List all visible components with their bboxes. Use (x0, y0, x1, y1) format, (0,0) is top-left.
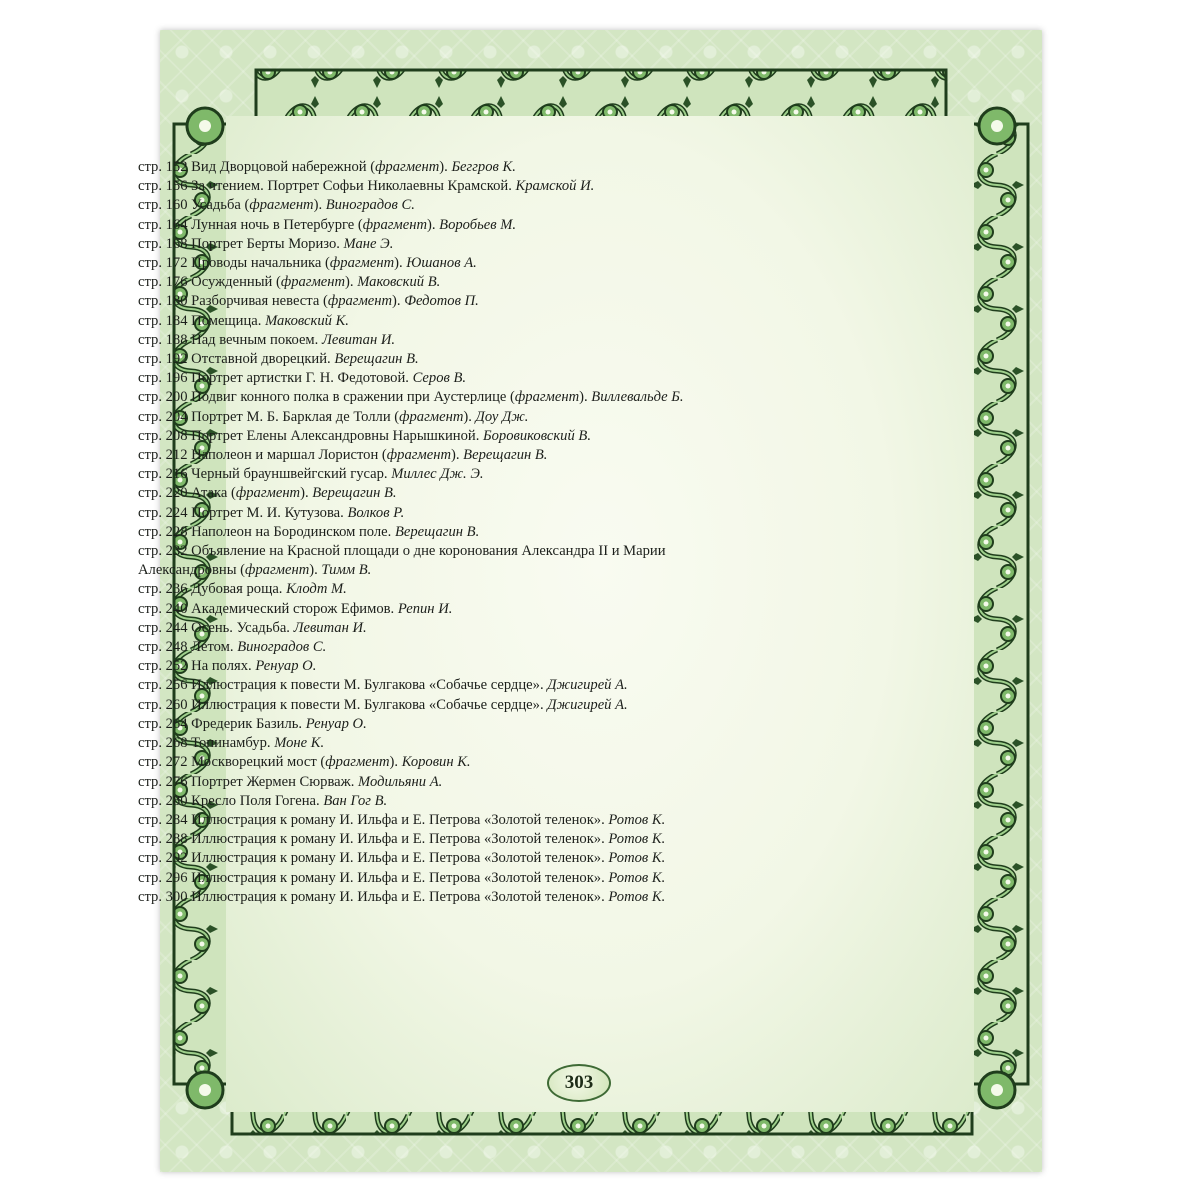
list-item (138, 580, 838, 599)
entry-title: стр. 240 Академический сторож Ефимов. (138, 600, 398, 617)
list-item (138, 273, 838, 292)
entry-author: Мане Э. (343, 235, 394, 252)
entry-punctuation: ). (313, 197, 326, 214)
entry-author: Воробьев М. (439, 216, 517, 233)
entry-author: Боровиковский В. (483, 427, 591, 444)
entry-author: Моне К. (274, 735, 325, 752)
entry-fragment-note: фрагмент (327, 293, 393, 310)
entry-author: Ван Гог В. (323, 792, 388, 809)
entry-title: стр. 248 Летом. (138, 639, 238, 656)
list-item (138, 177, 838, 196)
entry-fragment-note: фрагмент (249, 197, 314, 214)
entry-author: Тимм В. (321, 562, 372, 579)
entry-title: стр. 264 Фредерик Базиль. (138, 715, 306, 732)
list-item (138, 350, 838, 369)
list-item (138, 830, 838, 849)
entry-author: Юшанов А. (406, 255, 477, 272)
entry-author: Миллес Дж. Э. (391, 466, 484, 483)
entry-title: стр. 288 Иллюстрация к роману И. Ильфа и Е. Петрова «Золотой теленок». (138, 831, 609, 848)
entry-author: Коровин К. (401, 754, 471, 771)
entry-author: Крамской И. (515, 178, 595, 195)
entry-punctuation: ). (439, 159, 452, 175)
entry-title: стр. 284 Иллюстрация к роману И. Ильфа и Е. Петрова «Золотой теленок». (138, 811, 609, 828)
entry-fragment-note: фрагмент (399, 408, 464, 425)
entry-author: Левитан И. (321, 331, 396, 348)
entry-punctuation: ). (389, 754, 402, 771)
entry-title: стр. 156 За чтением. Портрет Софьи Николаевны Крамской. (138, 178, 516, 195)
list-item (138, 504, 838, 523)
list-item (138, 369, 838, 388)
entry-title: стр. 196 Портрет артистки Г. Н. Федотовой. (138, 370, 413, 387)
entry-fragment-note: фрагмент (386, 447, 451, 464)
entry-title: стр. 212 Наполеон и маршал Лористон ( (138, 447, 387, 464)
list-item (138, 811, 838, 830)
entry-punctuation: ). (309, 562, 322, 579)
entry-fragment-note: фрагмент (375, 159, 440, 175)
entry-author: Виноградов С. (325, 197, 415, 214)
list-item (138, 408, 838, 427)
entry-punctuation: ). (300, 485, 313, 502)
entry-fragment-note: фрагмент (280, 274, 346, 291)
entry-title: стр. 188 Над вечным покоем. (138, 331, 322, 348)
entry-author: Клодт М. (286, 581, 347, 598)
entry-title: стр. 228 Наполеон на Бородинском поле. (138, 523, 395, 540)
entry-title: стр. 192 Отставной дворецкий. (138, 351, 335, 368)
list-item (138, 158, 838, 177)
entry-title: стр. 200 Подвиг конного полка в сражении при Аустерлице ( (138, 389, 515, 406)
entry-title: стр. 260 Иллюстрация к повести М. Булгакова «Собачье сердце». (138, 696, 548, 713)
list-item (138, 849, 838, 868)
entry-author: Виллевальде Б. (591, 389, 684, 406)
list-item (138, 792, 838, 811)
entry-title: стр. 204 Портрет М. Б. Барклая де Толли ( (138, 408, 400, 425)
entry-punctuation: ). (392, 293, 405, 310)
list-item (138, 196, 838, 215)
entry-title: стр. 232 Объявление на Красной площади о дне коронования Александра II и Марии Александровны ( (138, 543, 666, 579)
entry-title: стр. 208 Портрет Елены Александровны Нарышкиной. (138, 427, 484, 444)
entry-author: Ротов К. (608, 869, 666, 886)
list-item (138, 523, 838, 542)
entry-author: Модильяни А. (358, 773, 443, 790)
list-item (138, 773, 838, 792)
entry-author: Маковский В. (357, 274, 441, 291)
entry-punctuation: ). (345, 274, 358, 291)
entry-title: стр. 172 Проводы начальника ( (138, 255, 330, 272)
entry-author: Репин И. (397, 600, 453, 617)
list-item (138, 254, 838, 273)
entry-author: Ренуар О. (255, 658, 317, 675)
list-item (138, 427, 838, 446)
list-item (138, 676, 838, 695)
list-item (138, 235, 838, 254)
list-item (138, 619, 838, 638)
entry-fragment-note: фрагмент (362, 216, 427, 233)
entry-punctuation: ). (427, 216, 440, 233)
entry-title: стр. 292 Иллюстрация к роману И. Ильфа и Е. Петрова «Золотой теленок». (138, 850, 609, 867)
entry-author: Ренуар О. (305, 715, 367, 732)
entry-punctuation: ). (451, 447, 464, 464)
entry-author: Серов В. (412, 370, 467, 387)
entry-author: Беггров К. (451, 159, 516, 175)
entry-author: Ротов К. (608, 850, 666, 867)
entry-title: стр. 152 Вид Дворцовой набережной ( (138, 159, 376, 175)
list-item (138, 542, 718, 580)
entry-fragment-note: фрагмент (245, 562, 310, 579)
entry-title: стр. 224 Портрет М. И. Кутузова. (138, 504, 348, 521)
entry-title: стр. 268 Топинамбур. (138, 735, 275, 752)
entry-author: Волков Р. (347, 504, 405, 521)
list-item (138, 465, 838, 484)
entry-author: Виноградов С. (237, 639, 327, 656)
entry-punctuation: ). (394, 255, 407, 272)
list-item (138, 734, 838, 753)
entry-author: Верещагин В. (463, 447, 548, 464)
entry-punctuation: ). (463, 408, 476, 425)
entry-title: стр. 160 Усадьба ( (138, 197, 250, 214)
page-number-badge: 303 (547, 1064, 611, 1102)
entry-author: Верещагин В. (334, 351, 419, 368)
entry-author: Верещагин В. (312, 485, 397, 502)
entry-fragment-note: фрагмент (325, 754, 390, 771)
list-item (138, 292, 838, 311)
list-item (138, 869, 838, 888)
list-item (138, 715, 838, 734)
list-item (138, 696, 838, 715)
list-item (138, 657, 838, 676)
list-item (138, 446, 838, 465)
entry-title: стр. 220 Атака ( (138, 485, 236, 502)
entry-title: стр. 180 Разборчивая невеста ( (138, 293, 328, 310)
entry-author: Ротов К. (608, 811, 666, 828)
entry-author: Верещагин В. (394, 523, 480, 540)
entry-author: Доу Дж. (475, 408, 529, 425)
entry-title: стр. 216 Черный брауншвейгский гусар. (138, 466, 392, 483)
list-item (138, 753, 838, 772)
list-item (138, 216, 838, 235)
list-item (138, 484, 838, 503)
entry-punctuation: ). (579, 389, 592, 406)
entry-title: стр. 176 Осужденный ( (138, 274, 281, 291)
entry-author: Джигирей А. (547, 696, 628, 713)
entry-author: Федотов П. (404, 293, 479, 310)
entry-title: стр. 300 Иллюстрация к роману И. Ильфа и Е. Петрова «Золотой теленок». (138, 888, 609, 905)
list-item (138, 600, 838, 619)
entry-title: стр. 280 Кресло Поля Гогена. (138, 792, 324, 809)
entry-title: стр. 252 На полях. (138, 658, 256, 675)
entry-author: Маковский К. (265, 312, 349, 329)
list-item (138, 638, 838, 657)
entry-title: стр. 276 Портрет Жермен Сюрваж. (138, 773, 359, 790)
entry-author: Ротов К. (608, 831, 666, 848)
entry-title: стр. 272 Москворецкий мост ( (138, 754, 326, 771)
entry-author: Левитан И. (293, 619, 367, 636)
illustration-list (138, 158, 838, 907)
entry-fragment-note: фрагмент (514, 389, 580, 406)
list-item (138, 388, 838, 407)
entry-fragment-note: фрагмент (235, 485, 301, 502)
entry-author: Ротов К. (608, 888, 666, 905)
list-item (138, 312, 838, 331)
list-item (138, 888, 838, 907)
entry-author: Джигирей А. (547, 677, 628, 694)
entry-title: стр. 184 Помещица. (138, 312, 266, 329)
list-item (138, 331, 838, 350)
entry-title: стр. 244 Осень. Усадьба. (138, 619, 294, 636)
entry-title: стр. 168 Портрет Берты Моризо. (138, 235, 344, 252)
entry-title: стр. 236 Дубовая роща. (138, 581, 287, 598)
entry-title: стр. 256 Иллюстрация к повести М. Булгакова «Собачье сердце». (138, 677, 548, 694)
entry-fragment-note: фрагмент (329, 255, 395, 272)
entry-title: стр. 164 Лунная ночь в Петербурге ( (138, 216, 363, 233)
entry-title: стр. 296 Иллюстрация к роману И. Ильфа и Е. Петрова «Золотой теленок». (138, 869, 609, 886)
